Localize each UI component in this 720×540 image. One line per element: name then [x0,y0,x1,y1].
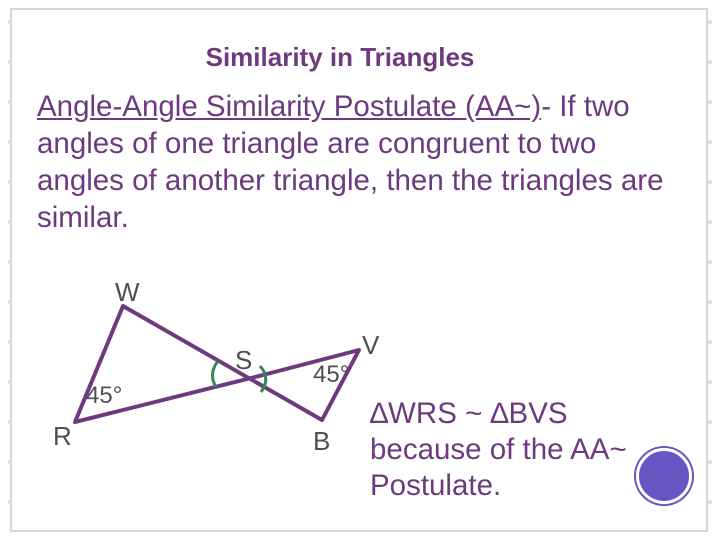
similarity-statement: ∆WRS ~ ∆BVS [370,397,568,430]
vertex-label-R: R [53,421,72,451]
angle-label-R: 45° [86,382,123,409]
conclusion-postulate-line: Postulate. [370,469,502,502]
angle-mark-BSV [260,366,266,392]
vertex-label-V: V [362,330,380,360]
angle-label-V: 45° [313,361,350,388]
vertex-label-W: W [115,277,140,307]
vertex-label-B: B [313,426,331,456]
slide-nav-circle-button[interactable] [636,448,692,504]
slide-title: Similarity in Triangles [205,42,475,72]
postulate-statement: - If two angles of one triangle are congruent to two angles of another triangle, then the triangles are similar. [37,90,664,234]
postulate-term: Angle-Angle Similarity Postulate (AA~) [37,90,542,123]
conclusion-reason-line: because of the AA~ [370,433,627,466]
vertex-label-S: S [235,345,253,375]
angle-mark-WSR [212,361,218,387]
